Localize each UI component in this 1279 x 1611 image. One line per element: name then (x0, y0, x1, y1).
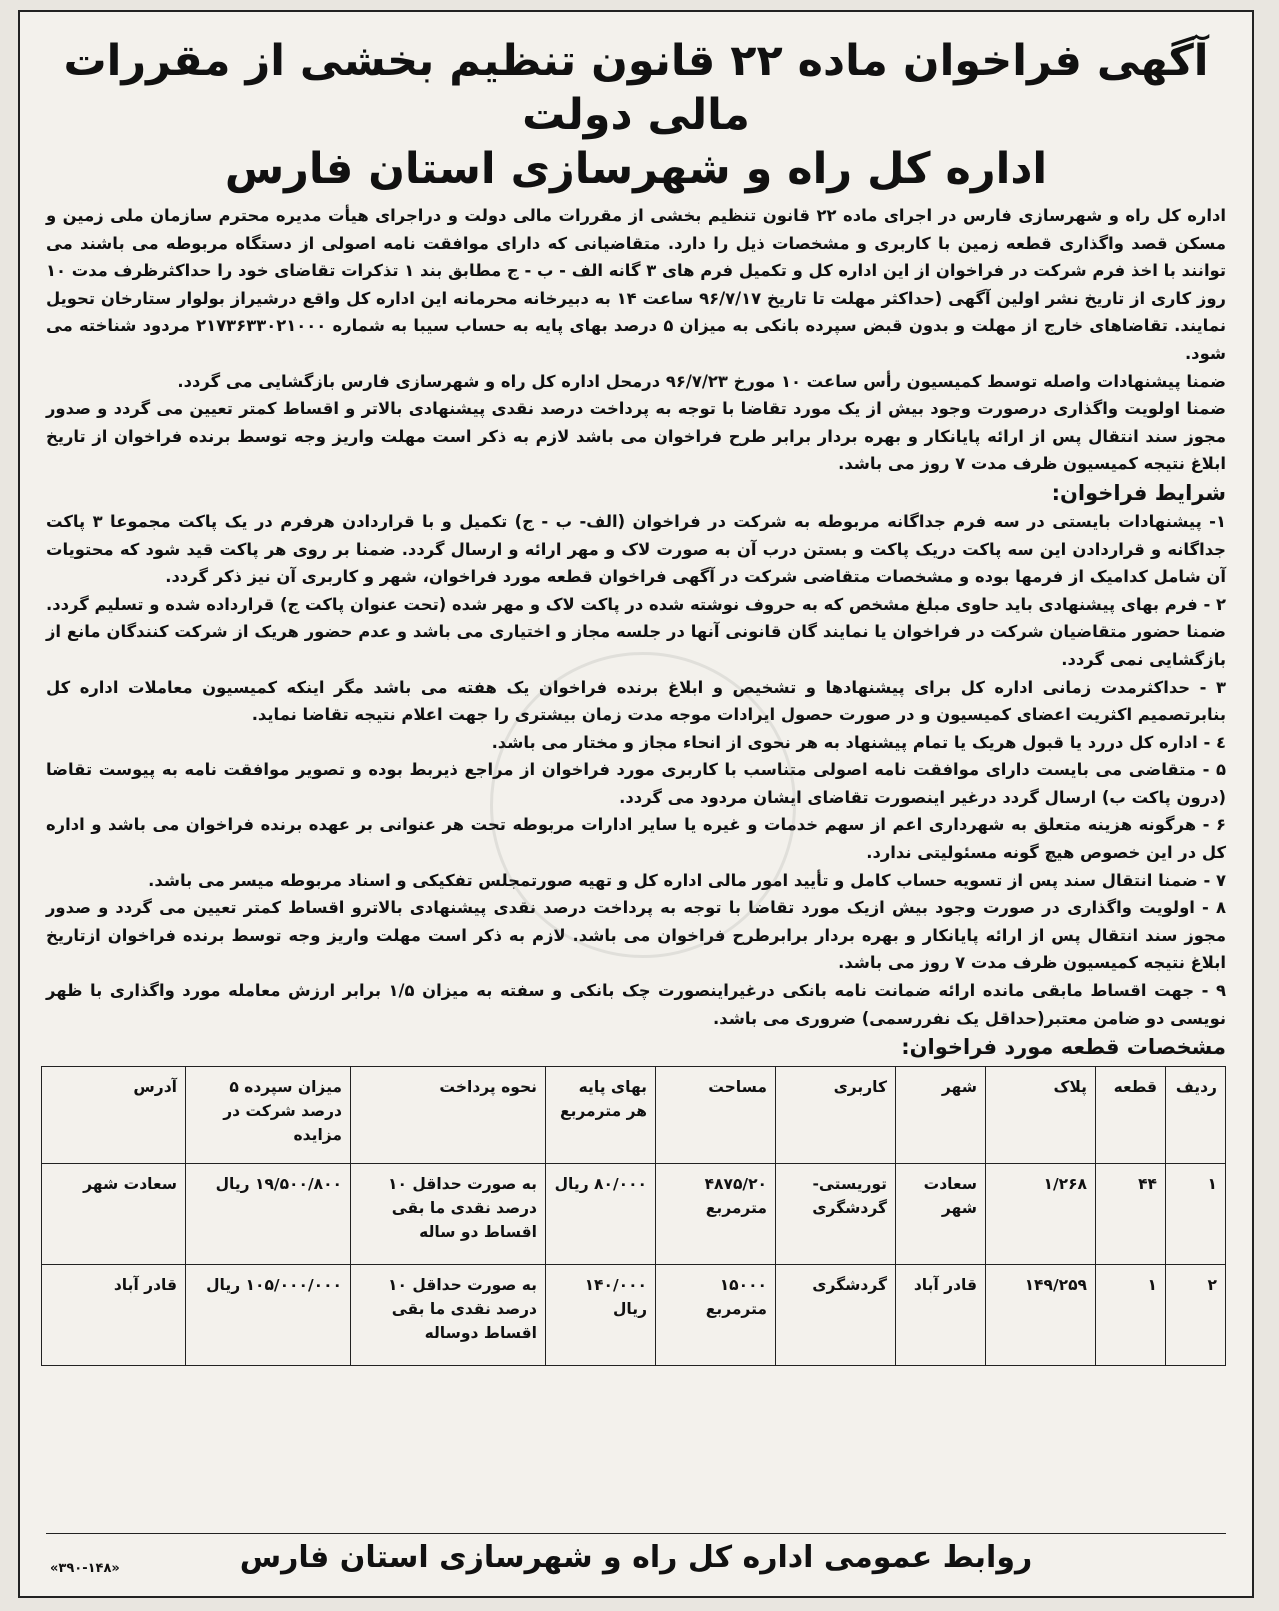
table-cell: گردشگری (776, 1265, 896, 1366)
footer-divider (46, 1533, 1226, 1534)
notice-title: آگهی فراخوان ماده ۲۲ قانون تنظیم بخشی از مقررات مالی دولت (63, 36, 1209, 140)
table-cell: توریستی- گردشگری (776, 1164, 896, 1265)
table-header: شهر (896, 1067, 986, 1164)
table-header: قطعه (1096, 1067, 1166, 1164)
table-header: پلاک (986, 1067, 1096, 1164)
table-row (42, 1265, 1226, 1366)
table-header: مساحت (656, 1067, 776, 1164)
table-header: نحوه پرداخت (351, 1067, 546, 1164)
condition-item: ٤ - اداره کل دررد یا قبول هریک یا تمام پیشنهاد به هر نحوی از انحاء مجاز و مختار می باشد. (491, 732, 1226, 752)
table-cell: ۴۸۷۵/۲۰ مترمربع (656, 1164, 776, 1265)
table-cell: ۱ (1166, 1164, 1226, 1265)
condition-item: ۵ - متقاضی می بایست دارای موافقت نامه اصولی متناسب با کاربری مورد فراخوان از مراجع ذیربط بوده و تصویر موافقت نامه به پیوست تقاضا (درون پاکت ب) ارسال گردد درغیر اینصورت تقاضای ایشان مردود می گردد. (46, 760, 1226, 807)
table-cell: ۱۰۵/۰۰۰/۰۰۰ ریال (186, 1265, 351, 1366)
table-cell: به صورت حداقل ۱۰ درصد نقدی ما بقی اقساط دو ساله (351, 1164, 546, 1265)
table-cell: سعادت شهر (896, 1164, 986, 1265)
condition-item: ۷ - ضمنا انتقال سند پس از تسویه حساب کامل و تأیید امور مالی اداره کل و تهیه صورتمجلس تفکیکی و اسناد مربوطه میسر می باشد. (148, 870, 1226, 890)
table-row (42, 1164, 1226, 1265)
table-header-row (42, 1067, 1226, 1164)
condition-item: ۱- پیشنهادات بایستی در سه فرم جداگانه مربوطه به شرکت در فراخوان (الف- ب - ج) تکمیل و با قراردادن هرفرم در یک پاکت مجموعا ۳ پاکت جداگانه و قراردادن این سه پاکت دریک پاکت و بستن درب آن به صورت لاک و مهر ارائه و ارسال گردد. ضمنا بر روی هر پاکت قید شود که محتویات آن شامل کدامیک از فرمها بوده و مشخصات متقاضی شرکت در آگهی فراخوان قطعه مورد فراخوان، شهر و کاربری آن نیز ذکر گردد. (46, 511, 1226, 587)
plots-title: مشخصات قطعه مورد فراخوان: (901, 1035, 1226, 1060)
table-cell: ۱۹/۵۰۰/۸۰۰ ریال (186, 1164, 351, 1265)
condition-item: ۶ - هرگونه هزینه متعلق به شهرداری اعم از سهم خدمات و غیره یا سایر ادارات مربوطه تحت هر عنوانی بر عهده برنده فراخوان می باشد و اداره کل در این خصوص هیچ گونه مسئولیتی ندارد. (46, 815, 1226, 863)
plots-table (41, 1066, 1226, 1366)
table-header: ردیف (1166, 1067, 1226, 1164)
table-header: آدرس (42, 1067, 186, 1164)
watermark-seal (490, 652, 796, 958)
table-cell: ۱۴۰/۰۰۰ ریال (546, 1265, 656, 1366)
condition-item: ۲ - فرم بهای پیشنهادی باید حاوی مبلغ مشخص که به حروف نوشته شده در پاکت لاک و مهر شده (تحت عنوان پاکت ج) قرارداده شده و تسلیم گردد. ضمنا حضور متقاضیان شرکت در فراخوان یا نمایند گان قانونی آنها در جلسه مجاز و اختیاری می باشد و عدم حضور هریک از شرکت کنندگان مانع از بازگشایی نمی گردد. (46, 594, 1226, 669)
intro-paragraph: اداره کل راه و شهرسازی فارس در اجرای ماده ۲۲ قانون تنظیم بخشی از مقررات مالی دولت و دراجرای هیأت مدیره محترم سازمان ملی زمین و مسکن قصد واگذاری قطعه زمین با کاربری و مشخصات ذیل را دارد. متقاضیانی که دارای موافقت نامه اصولی از دستگاه مربوطه می باشند می توانند با اخذ فرم شرکت در فراخوان از این اداره کل و تکمیل فرم های ۳ گانه الف - ب - ج مطابق بند ۱ تذکرات تقاضای خود را حداکثرظرف مدت ۱۰ روز کاری از تاریخ نشر اولین آگهی (حداکثر مهلت تا تاریخ ۹۶/۷/۱۷ ساعت ۱۴ به دبیرخانه محرمانه این اداره کل واقع درشیراز بولوار ستارخان تحویل نمایند. تقاضاهای خارج از مهلت و بدون قبض سپرده بانکی به میزان ۵ درصد بهای پایه به حساب سیبا به شماره ۲۱۷۳۶۳۳۰۲۱۰۰۰ مردود شناخته می شود. (46, 206, 1226, 363)
table-cell: ۲ (1166, 1265, 1226, 1366)
intro-paragraph: ضمنا پیشنهادات واصله توسط کمیسیون رأس ساعت ۱۰ مورخ ۹۶/۷/۲۳ درمحل اداره کل راه و شهرسازی فارس بازگشایی می گردد. (177, 371, 1226, 391)
table-cell: قادر آباد (896, 1265, 986, 1366)
intro-paragraph: ضمنا اولویت واگذاری درصورت وجود بیش از یک مورد تقاضا با توجه به پرداخت درصد نقدی پیشنهادی بالاتر و اقساط کمتر تعیین می گردد و صدور مجوز سند انتقال پس از ارائه پایانکار و بهره بردار برابر طرح فراخوان می باشد لازم به ذکر است مهلت واریز وجه توسط برنده فراخوان از تاریخ ابلاغ نتیجه کمیسیون ظرف مدت ۷ روز می باشد. (46, 399, 1226, 474)
table-cell: ۱/۲۶۸ (986, 1164, 1096, 1265)
condition-item: ۹ - جهت اقساط مابقی مانده ارائه ضمانت نامه بانکی درغیراینصورت چک بانکی و سفته به میزان ۱/۵ برابر ارزش معامله مورد واگذاری با ظهر نویسی دو ضامن معتبر(حداقل یک نفررسمی) ضروری می باشد. (46, 981, 1226, 1028)
table-cell: ۱۵۰۰۰ مترمربع (656, 1265, 776, 1366)
footer-text: روابط عمومی اداره کل راه و شهرسازی استان فارس (239, 1540, 1033, 1575)
conditions-title: شرایط فراخوان: (1051, 480, 1226, 505)
table-cell: ۴۴ (1096, 1164, 1166, 1265)
notice-subtitle: اداره کل راه و شهرسازی استان فارس (224, 144, 1048, 194)
notice-code: «۳۹۰-۱۴۸» (50, 1561, 120, 1576)
table-cell: ۱ (1096, 1265, 1166, 1366)
table-cell: ۱۴۹/۲۵۹ (986, 1265, 1096, 1366)
table-header: بهای پایه هر مترمربع (546, 1067, 656, 1164)
table-cell: سعادت شهر (42, 1164, 186, 1265)
table-header: کاربری (776, 1067, 896, 1164)
table-cell: به صورت حداقل ۱۰ درصد نقدی ما بقی اقساط دوساله (351, 1265, 546, 1366)
condition-item: ۳ - حداکثرمدت زمانی اداره کل برای پیشنهادها و تشخیص و ابلاغ برنده فراخوان یک هفته می باشد مگر اینکه کمیسیون معاملات اداره کل بنابرتصمیم اکثریت اعضای کمیسیون و در صورت حصول ایرادات موجه مدت زمان بیشتری را جهت اعلام نتیجه تقاضا نماید. (46, 677, 1226, 725)
notice-page (18, 10, 1254, 1598)
table-cell: قادر آباد (42, 1265, 186, 1366)
table-header: میزان سپرده ۵ درصد شرکت در مزایده (186, 1067, 351, 1164)
table-cell: ۸۰/۰۰۰ ریال (546, 1164, 656, 1265)
condition-item: ۸ - اولویت واگذاری در صورت وجود بیش ازیک مورد تقاضا با توجه به پرداخت درصد نقدی پیشنهادی بالاترو اقساط کمتر تعیین می گردد و صدور مجوز سند انتقال پس از ارائه پایانکار و بهره بردار برابرطرح فراخوان می باشد. لازم به ذکر است مهلت واریز وجه توسط برنده فراخوان ازتاریخ ابلاغ نتیجه کمیسیون ظرف مدت ۷ روز می باشد. (46, 898, 1226, 973)
